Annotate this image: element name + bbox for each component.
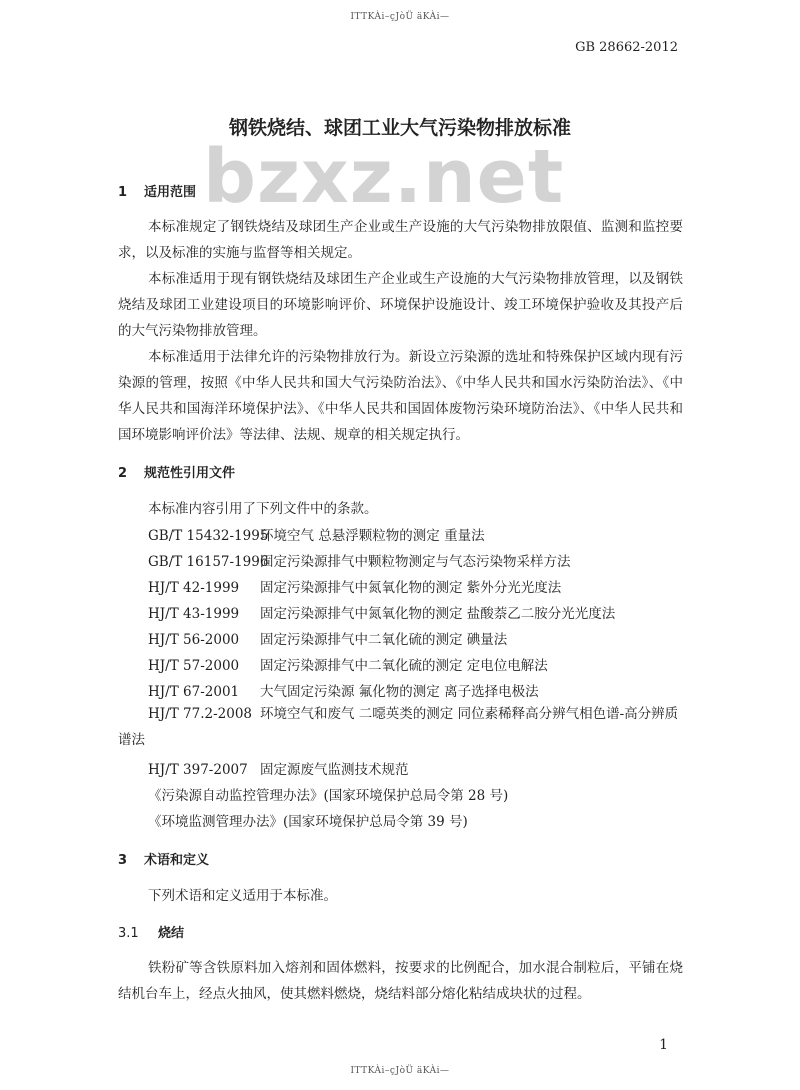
section-3-heading: [118, 849, 209, 868]
regulation-item: 《环境监测管理办法》(国家环境保护总局令第 39 号): [148, 814, 468, 830]
definition-text: 铁粉矿等含铁原料加入熔剂和固体燃料，按要求的比例配合，加水混合制粒后，平铺在烧结机台车上，经点火抽风，使其燃料燃烧，烧结料部分熔化粘结成块状的过程。: [118, 960, 683, 1002]
reference-code: GB/T 16157-1996: [148, 554, 269, 570]
section-number: 1: [118, 185, 128, 200]
reference-item: [148, 628, 507, 648]
page-title: 钢铁烧结、球团工业大气污染物排放标准: [228, 117, 571, 139]
section-number: 2: [118, 466, 128, 481]
reference-title: 固定污染源排气中氮氧化物的测定 盐酸萘乙二胺分光光度法: [260, 606, 616, 622]
section-2-heading: [118, 462, 235, 481]
reference-title: 固定污染源排气中二氧化硫的测定 碘量法: [260, 632, 508, 648]
reference-item: [148, 550, 571, 570]
subsection-3-1-heading: [118, 922, 184, 941]
reference-item: [148, 680, 539, 700]
reference-item: [148, 654, 548, 674]
standard-code: GB 28662-2012: [575, 40, 678, 55]
reference-code: HJ/T 42-1999: [148, 580, 240, 596]
reference-code: HJ/T 67-2001: [148, 684, 240, 700]
reference-title: 环境空气 总悬浮颗粒物的测定 重量法: [260, 528, 485, 544]
reference-code: HJ/T 56-2000: [148, 632, 240, 648]
reference-title: 固定污染源排气中颗粒物测定与气态污染物采样方法: [260, 554, 571, 570]
paragraph: 本标准规定了钢铁烧结及球团生产企业或生产设施的大气污染物排放限值、监测和监控要求，以及标准的实施与监督等相关规定。: [118, 219, 683, 261]
reference-title: 环境空气和废气 二噁英类的测定 同位素稀释高分辨气相色谱-高分辨质谱法: [118, 706, 679, 748]
section-intro: 下列术语和定义适用于本标准。: [148, 888, 337, 904]
reference-code: HJ/T 397-2007: [148, 762, 248, 778]
subsection-number: 3.1: [118, 926, 139, 941]
section-title: 术语和定义: [144, 853, 210, 868]
reference-code: HJ/T 43-1999: [148, 606, 240, 622]
regulation-item: 《污染源自动监控管理办法》(国家环境保护总局令第 28 号): [148, 788, 509, 804]
reference-title: 固定源废气监测技术规范: [260, 762, 409, 778]
header-scan-mark: ITTKÀi–çJòÜ äKÀi—: [350, 12, 450, 22]
section-title: 规范性引用文件: [144, 466, 236, 481]
subsection-title: 烧结: [158, 926, 185, 941]
reference-code: HJ/T 57-2000: [148, 658, 240, 674]
reference-title: 固定污染源排气中二氧化硫的测定 定电位电解法: [260, 658, 548, 674]
paragraph: 本标准适用于现有钢铁烧结及球团生产企业或生产设施的大气污染物排放管理，以及钢铁烧结及球团工业建设项目的环境影响评价、环境保护设施设计、竣工环境保护验收及其投产后的大气污染物排放管理。: [118, 271, 683, 339]
section-number: 3: [118, 853, 128, 868]
section-1-heading: [118, 181, 196, 200]
page-number: 1: [659, 1037, 668, 1053]
reference-title: 大气固定污染源 氟化物的测定 离子选择电极法: [260, 684, 539, 700]
reference-title: 固定污染源排气中氮氧化物的测定 紫外分光光度法: [260, 580, 562, 596]
paragraph: 本标准适用于法律允许的污染物排放行为。新设立污染源的选址和特殊保护区域内现有污染源的管理，按照《中华人民共和国大气污染防治法》、《中华人民共和国水污染防治法》、《中华人民共和国海洋环境保护法》、《中华人民共和国固体废物污染环境防治法》、《中华人民共和国环境影响评价法》等法律、法规、规章的相关规定执行。: [118, 349, 683, 443]
reference-item: [118, 701, 683, 753]
reference-item: [148, 602, 615, 622]
watermark: bzxz.net: [203, 134, 565, 220]
footer-scan-mark: ITTKÀi–çJòÜ äKÀi—: [350, 1066, 450, 1076]
reference-code: GB/T 15432-1995: [148, 528, 269, 544]
reference-item: [148, 758, 409, 778]
reference-item: [148, 576, 561, 596]
section-intro: 本标准内容引用了下列文件中的条款。: [148, 501, 378, 517]
reference-item: [148, 524, 485, 544]
reference-code: HJ/T 77.2-2008: [148, 706, 253, 722]
section-title: 适用范围: [144, 185, 197, 200]
